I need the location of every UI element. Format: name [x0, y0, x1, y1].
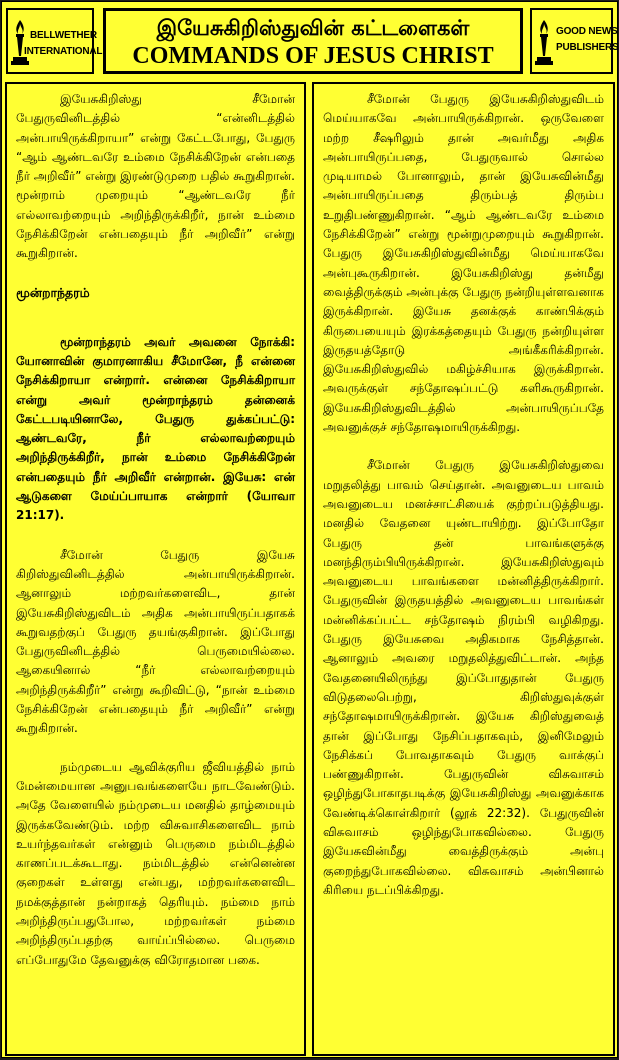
paragraph: சீமோன் பேதுரு இயேசுகிறிஸ்துவை மறுதலித்து பாவம் செய்தான். அவனுடைய பாவம் அவனுடைய மனச்சாட்சியைக் குற்றப்படுத்தியது. மனதில் வேதனை யுண்டாயிற்று. இப்போதோ பேதுரு தன் பாவங்களுக்கு மனந்திரும்பியிருக்கிறான். இயேசுகிறிஸ்துவும் அவனுடைய பாவங்களை மன்னித்திருக்கிறார். பேதுருவின் இருதயத்தில் அவனுடைய பாவங்கள் மன்னிக்கப்பட்ட சந்தோஷம் நிரம்பி வழிகிறது. பேதுரு இயேசுவை அதிகமாக நேசித்தான். ஆனாலும் அவரை மறுதலித்துவிட்டான். அந்த வேதனையிலிருந்து இப்போதுதான் பேதுரு விடுதலைபெற்று, கிறிஸ்துவுக்குள் சந்தோஷமாயிருக்கிறான். இயேசு கிறிஸ்துவைத் தான் இப்போது நேசிப்பதாகவும், இனிமேலும் நேசிக்கப் போவதாகவும் பேதுரு வாக்குப் பண்ணுகிறான். பேதுருவின் விசுவாசம் ஒழிந்துபோகாதபடிக்கு இயேசுகிறிஸ்து அவனுக்காக வேண்டிக்கொள்கிறார் (லூக் 22:32). பேதுருவின் விசுவாசம் ஒழிந்துபோகவில்லை. பேதுரு இயேசுவின்மீது வைத்திருக்கும் அன்பு குறைந்துபோகவில்லை. விசுவாசம் அன்பினால் கிரியை நடப்பிக்கிறது. — [323, 458, 604, 897]
page — [1, 1, 618, 1058]
paragraph: இயேசுகிறிஸ்து சீமோன் பேதுருவினிடத்தில் “என்னிடத்தில் அன்பாயிருக்கிறாயா” என்று கேட்டபோது, பேதுரு “ஆம் ஆண்டவரே உம்மை நேசிக்கிறேன் என்பதை நீர் அறிவீர்” என்று இரண்டுமுறை பதில் கூறுகிறான். மூன்றாம் முறையும் “ஆண்டவரே நீர் எல்லாவற்றையும் அறிந்திருக்கிறீர், நான் உம்மை நேசிக்கிறேன் என்பதையும் நீர் அறிவீர்” என்று கூறுகிறான். — [16, 92, 295, 261]
paragraph: சீமோன் பேதுரு இயேசு கிறிஸ்துவினிடத்தில் அன்பாயிருக்கிறான். ஆனாலும் மற்றவர்களைவிட, தான் இயேசுகிறிஸ்துவிடம் அதிக அன்பாயிருப்பதாகக் கூறுவதற்குப் பேதுரு தயங்குகிறான். இப்போது பேதுருவினிடத்தில் பெருமையில்லை. ஆகையினால் “நீர் எல்லாவற்றையும் அறிந்திருக்கிறீர்” என்று கூறிவிட்டு, “நான் உம்மை நேசிக்கிறேன் என்பதையும் நீர் அறிவீர்” என்று கூறுகிறான். — [16, 547, 295, 736]
bellwether-logo-text — [24, 28, 103, 60]
header — [2, 2, 617, 82]
page-title-english: COMMANDS OF JESUS CHRIST — [132, 43, 494, 69]
bellwether-line2: INTERNATIONAL — [24, 46, 103, 57]
flame-torch-icon — [535, 18, 553, 66]
scripture-quote: மூன்றாந்தரம் அவர் அவனை நோக்கி: யோனாவின் குமாரனாகிய சீமோனே, நீ என்னை நேசிக்கிறாயா என்றார். என்னை நேசிக்கிறாயா என்று அவர் மூன்றாந்தரம் தன்னைக் கேட்டபடியினாலே, பேதுரு துக்கப்பட்டு: ஆண்டவரே, நீர் எல்லாவற்றையும் அறிந்திருக்கிறீர், நான் உம்மை நேசிக்கிறேன் என்பதையும் நீர் அறிவீர் என்றான். இயேசு: என் ஆடுகளை மேய்ப்பாயாக என்றார் (யோவா 21:17). — [16, 334, 295, 523]
good-news-line1: GOOD NEWS — [556, 26, 618, 37]
bellwether-logo — [6, 8, 103, 74]
right-column — [312, 82, 615, 1056]
title-box — [103, 8, 523, 74]
left-column — [5, 82, 306, 1056]
good-news-logo-text — [556, 24, 618, 56]
paragraph: நம்முடைய ஆவிக்குரிய ஜீவியத்தில் நாம் மேன்மையான அனுபவங்களையே நாடவேண்டும். அதே வேளையில் நம்முடைய மனதில் தாழ்மையும் இருக்கவேண்டும். மற்ற விசுவாசிகளைவிட நாம் உயர்ந்தவர்கள் என்னும் பெருமை நம்மிடத்தில் காணப்படக்கூடாது. நம்மிடத்தில் என்னென்ன குறைகள் உள்ளது என்பது, மற்றவர்களைவிட நமக்குத்தான் நன்றாகத் தெரியும். நம்மை நாம் அறிந்திருப்பதுபோல, மற்றவர்கள் நம்மை அறிந்திருப்பதற்கு வாய்ப்பில்லை. பெருமை எப்போதுமே தேவனுக்கு விரோதமான பகை. — [16, 759, 295, 967]
good-news-publishers-logo — [530, 8, 619, 74]
bellwether-line1: BELLWETHER — [30, 30, 97, 41]
page-title-tamil: இயேசுகிறிஸ்துவின் கட்டளைகள் — [156, 16, 470, 40]
paragraph: சீமோன் பேதுரு இயேசுகிறிஸ்துவிடம் மெய்யாகவே அன்பாயிருக்கிறான். ஒருவேளை மற்ற சீஷரிலும் தான் அவர்மீது அதிக அன்பாயிருப்பதை, பேதுருவால் சொல்ல முடியாமல் போனாலும், தான் இயேசுவின்மீது அன்பாயிருப்பதை திரும்பத் திரும்ப உறுதிபண்ணுகிறான். “ஆம் ஆண்டவரே உம்மை நேசிக்கிறேன்” என்று மூன்றுமுறையும் கூறுகிறான். பேதுரு இயேசுகிறிஸ்துவின்மீது மெய்யாகவே அன்புகூருகிறான். இயேசுகிறிஸ்து தன்மீது வைத்திருக்கும் அன்புக்கு பேதுரு நன்றியுள்ளவனாக இருக்கிறான். இயேசு தனக்குக் காண்பிக்கும் கிருபையையும் இரக்கத்தையும் பேதுரு நன்றியுள்ள இருதயத்தோடு அங்கீகரிக்கிறான். இயேசுகிறிஸ்துவில் மகிழ்ச்சியாக இருக்கிறான். அவருக்குள் சந்தோஷப்பட்டு களிகூருகிறான். இயேசுகிறிஸ்துவிடத்தில் அன்பாயிருப்பதே அவனுக்குச் சந்தோஷமாயிருக்கிறது. — [323, 92, 604, 435]
good-news-line2: PUBLISHERS — [556, 42, 619, 53]
section-heading: மூன்றாந்தரம் — [16, 284, 90, 300]
